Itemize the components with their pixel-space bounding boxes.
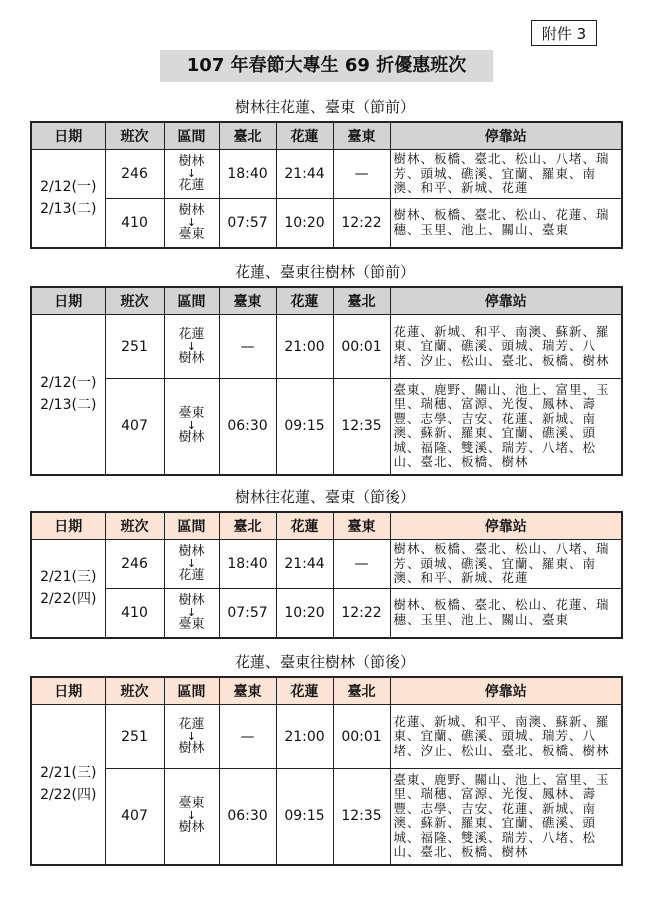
arrow-down-icon: ↓ (186, 419, 197, 433)
header-station-1: 臺東 (219, 287, 276, 315)
header-station-2: 花蓮 (276, 287, 333, 315)
stops-list: 樹林、板橋、臺北、松山、花蓮、瑞穗、玉里、池上、關山、臺東 (390, 589, 622, 638)
train-number: 410 (105, 589, 164, 638)
table-row (31, 379, 622, 475)
segment-from: 花蓮 (178, 326, 205, 342)
arrow-down-icon: ↓ (186, 809, 197, 823)
schedule-table (30, 676, 623, 866)
date-1: 2/12(一) (40, 179, 97, 196)
time-1: 06:30 (219, 769, 276, 865)
date-1: 2/21(三) (40, 569, 97, 586)
segment-to: 臺東 (178, 616, 205, 632)
stops-list: 樹林、板橋、臺北、松山、花蓮、瑞穗、玉里、池上、關山、臺東 (390, 199, 622, 248)
section-heading: 花蓮、臺東往樹林（節前） (234, 263, 415, 281)
table-row (31, 705, 622, 769)
segment-cell (164, 379, 219, 475)
date-cell (31, 150, 105, 248)
header-station-1: 臺北 (219, 122, 276, 150)
header-date: 日期 (31, 122, 105, 150)
date-2: 2/22(四) (40, 787, 97, 804)
time-2: 09:15 (276, 769, 333, 865)
time-2: 21:00 (276, 315, 333, 379)
segment-cell (164, 589, 219, 638)
arrow-down-icon: ↓ (186, 729, 197, 743)
time-2: 09:15 (276, 379, 333, 475)
section-heading: 樹林往花蓮、臺東（節前） (234, 98, 415, 116)
time-3: — (333, 150, 390, 199)
segment-cell (164, 769, 219, 865)
segment-from: 樹林 (178, 202, 205, 218)
header-station-3: 臺北 (333, 677, 390, 705)
table-row (31, 315, 622, 379)
segment-cell (164, 199, 219, 248)
header-stops: 停靠站 (390, 512, 622, 540)
segment-to: 花蓮 (178, 178, 205, 193)
schedule-table (30, 121, 623, 249)
segment-from: 樹林 (178, 592, 205, 608)
segment-cell (164, 540, 219, 589)
segment-from: 樹林 (178, 154, 205, 169)
segment-to: 臺東 (178, 226, 205, 242)
segment-cell (164, 705, 219, 769)
time-1: 18:40 (219, 540, 276, 589)
time-1: — (219, 315, 276, 379)
segment-from: 樹林 (178, 544, 205, 559)
header-train: 班次 (105, 287, 164, 315)
section-heading: 花蓮、臺東往樹林（節後） (234, 653, 415, 671)
time-3: 00:01 (333, 315, 390, 379)
time-1: 07:57 (219, 199, 276, 248)
time-3: 12:22 (333, 589, 390, 638)
table-row (31, 199, 622, 248)
header-date: 日期 (31, 512, 105, 540)
segment-to: 樹林 (178, 350, 205, 366)
segment-to: 樹林 (178, 430, 205, 446)
header-segment: 區間 (164, 287, 219, 315)
train-number: 407 (105, 379, 164, 475)
header-train: 班次 (105, 512, 164, 540)
time-1: 07:57 (219, 589, 276, 638)
time-3: — (333, 540, 390, 589)
segment-to: 樹林 (178, 820, 205, 836)
schedule-table (30, 511, 623, 639)
stops-list: 花蓮、新城、和平、南澳、蘇新、羅東、宜蘭、礁溪、頭城、瑞芳、八堵、汐止、松山、臺北、板橋、樹林 (390, 315, 622, 379)
stops-list: 臺東、鹿野、關山、池上、富里、玉里、瑞穗、富源、光復、鳳林、壽豐、志學、吉安、花蓮、新城、南澳、蘇新、羅東、宜蘭、礁溪、頭城、福隆、雙溪、瑞芳、八堵、松山、臺北、板橋、樹林 (390, 769, 622, 865)
time-3: 12:35 (333, 379, 390, 475)
segment-to: 樹林 (178, 740, 205, 756)
time-1: 06:30 (219, 379, 276, 475)
date-cell (31, 540, 105, 638)
time-2: 21:44 (276, 150, 333, 199)
stops-list: 樹林、板橋、臺北、松山、八堵、瑞芳、頭城、礁溪、宜蘭、羅東、南澳、和平、新城、花蓮 (390, 150, 622, 199)
arrow-down-icon: ↓ (186, 215, 197, 229)
time-1: — (219, 705, 276, 769)
time-1: 18:40 (219, 150, 276, 199)
header-date: 日期 (31, 287, 105, 315)
date-cell (31, 705, 105, 865)
header-station-2: 花蓮 (276, 122, 333, 150)
arrow-down-icon: ↓ (186, 167, 197, 180)
header-station-1: 臺東 (219, 677, 276, 705)
time-2: 10:20 (276, 589, 333, 638)
time-3: 12:22 (333, 199, 390, 248)
table-row (31, 150, 622, 199)
time-2: 21:44 (276, 540, 333, 589)
header-segment: 區間 (164, 122, 219, 150)
date-2: 2/13(二) (40, 397, 97, 414)
segment-cell (164, 150, 219, 199)
segment-cell (164, 315, 219, 379)
train-number: 251 (105, 315, 164, 379)
stops-list: 樹林、板橋、臺北、松山、八堵、瑞芳、頭城、礁溪、宜蘭、羅東、南澳、和平、新城、花蓮 (390, 540, 622, 589)
date-1: 2/21(三) (40, 765, 97, 782)
train-number: 246 (105, 150, 164, 199)
header-station-3: 臺東 (333, 122, 390, 150)
header-station-2: 花蓮 (276, 677, 333, 705)
stops-list: 花蓮、新城、和平、南澳、蘇新、羅東、宜蘭、礁溪、頭城、瑞芳、八堵、汐止、松山、臺北、板橋、樹林 (390, 705, 622, 769)
date-cell (31, 315, 105, 475)
segment-from: 臺東 (178, 406, 205, 422)
table-row (31, 769, 622, 865)
time-3: 00:01 (333, 705, 390, 769)
date-1: 2/12(一) (40, 375, 97, 392)
header-train: 班次 (105, 677, 164, 705)
arrow-down-icon: ↓ (186, 557, 197, 570)
time-2: 21:00 (276, 705, 333, 769)
segment-from: 花蓮 (178, 716, 205, 732)
header-stops: 停靠站 (390, 122, 622, 150)
header-station-2: 花蓮 (276, 512, 333, 540)
train-number: 410 (105, 199, 164, 248)
header-stops: 停靠站 (390, 287, 622, 315)
train-number: 407 (105, 769, 164, 865)
header-date: 日期 (31, 677, 105, 705)
segment-from: 臺東 (178, 796, 205, 812)
time-2: 10:20 (276, 199, 333, 248)
arrow-down-icon: ↓ (186, 339, 197, 353)
section-heading: 樹林往花蓮、臺東（節後） (234, 488, 415, 506)
segment-to: 花蓮 (178, 568, 205, 583)
header-station-1: 臺北 (219, 512, 276, 540)
date-2: 2/13(二) (40, 201, 97, 218)
page-title: 107 年春節大專生 69 折優惠班次 (160, 50, 493, 82)
stops-list: 臺東、鹿野、關山、池上、富里、玉里、瑞穗、富源、光復、鳳林、壽豐、志學、吉安、花蓮、新城、南澳、蘇新、羅東、宜蘭、礁溪、頭城、福隆、雙溪、瑞芳、八堵、松山、臺北、板橋、樹林 (390, 379, 622, 475)
header-segment: 區間 (164, 677, 219, 705)
attachment-label: 附件 3 (531, 20, 597, 46)
schedule-table (30, 286, 623, 476)
header-station-3: 臺東 (333, 512, 390, 540)
train-number: 251 (105, 705, 164, 769)
header-station-3: 臺北 (333, 287, 390, 315)
table-row (31, 540, 622, 589)
time-3: 12:35 (333, 769, 390, 865)
header-segment: 區間 (164, 512, 219, 540)
train-number: 246 (105, 540, 164, 589)
header-train: 班次 (105, 122, 164, 150)
date-2: 2/22(四) (40, 591, 97, 608)
header-stops: 停靠站 (390, 677, 622, 705)
arrow-down-icon: ↓ (186, 605, 197, 619)
table-row (31, 589, 622, 638)
